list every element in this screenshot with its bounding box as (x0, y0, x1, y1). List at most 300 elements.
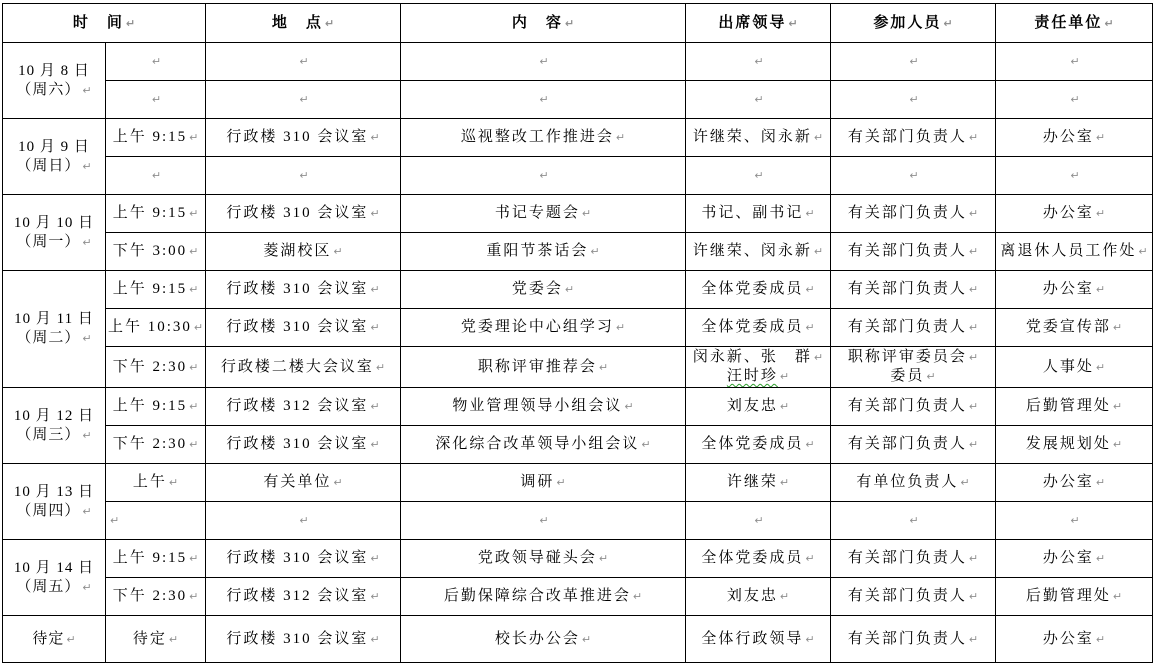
location-cell (206, 464, 401, 502)
paragraph-mark-icon: ↵ (788, 16, 798, 30)
location-cell (206, 43, 401, 81)
header-content (401, 4, 686, 43)
paragraph-mark-icon: ↵ (82, 504, 92, 518)
table-header (3, 4, 1153, 43)
paragraph-mark-icon: ↵ (779, 590, 790, 603)
leaders-cell (686, 347, 831, 388)
paragraph-mark-icon: ↵ (539, 55, 549, 68)
participants-cell (831, 502, 996, 540)
content-cell (401, 426, 686, 464)
paragraph-mark-icon: ↵ (813, 245, 824, 258)
unit-cell (996, 271, 1153, 309)
cell-text: 菱湖校区 (263, 243, 332, 259)
date-text: 待定 (32, 630, 65, 647)
paragraph-mark-icon: ↵ (370, 400, 380, 413)
paragraph-mark-icon: ↵ (968, 131, 979, 144)
cell-text: 职称评审委员会 (847, 349, 967, 365)
paragraph-mark-icon: ↵ (82, 332, 92, 345)
paragraph-mark-icon: ↵ (82, 235, 92, 249)
paragraph-mark-icon: ↵ (813, 131, 824, 144)
paragraph-mark-icon: ↵ (66, 632, 76, 646)
paragraph-mark-icon: ↵ (370, 590, 380, 603)
cell-text: 后勤管理处 (1025, 398, 1111, 414)
time-cell (106, 233, 206, 271)
paragraph-mark-icon: ↵ (615, 131, 626, 144)
location-cell (206, 347, 401, 388)
cell-text: 下午 2:30 (112, 588, 188, 604)
content-cell (401, 502, 686, 540)
cell-text: 许继荣 (726, 474, 778, 490)
table-row (3, 616, 1153, 663)
unit-cell (996, 616, 1153, 663)
time-cell (106, 157, 206, 195)
date-cell (3, 195, 106, 271)
date-text: （周三） (16, 426, 81, 443)
paragraph-mark-icon: ↵ (581, 632, 592, 646)
paragraph-mark-icon: ↵ (754, 55, 764, 68)
cell-text: 刘友忠 (726, 588, 778, 604)
cell-text: 委员 (890, 368, 925, 384)
date-text: 10 月 13 日 (13, 483, 95, 500)
cell-text: 离退休人员工作处 (1000, 243, 1137, 259)
header-content-label: 内 容 (511, 14, 563, 31)
date-cell (3, 616, 106, 663)
paragraph-mark-icon: ↵ (805, 438, 815, 451)
cell-text: 许继荣、闵永新 (692, 243, 812, 259)
paragraph-mark-icon: ↵ (82, 580, 92, 594)
paragraph-mark-icon: ↵ (299, 169, 309, 182)
cell-text: 党委宣传部 (1025, 319, 1111, 335)
paragraph-mark-icon: ↵ (960, 476, 970, 489)
participants-cell (831, 119, 996, 157)
paragraph-mark-icon: ↵ (1095, 552, 1106, 565)
paragraph-mark-icon: ↵ (1095, 632, 1106, 646)
cell-text: 全体党委成员 (701, 281, 804, 297)
leaders-cell (686, 578, 831, 616)
cell-text: 下午 3:00 (112, 243, 188, 259)
cell-text: 行政楼 310 会议室 (226, 129, 369, 145)
cell-text: 有关部门负责人 (847, 398, 967, 414)
table-row (3, 578, 1153, 616)
paragraph-mark-icon: ↵ (909, 514, 919, 527)
cell-text: 闵永新、张 群 (692, 349, 812, 365)
paragraph-mark-icon: ↵ (189, 552, 199, 565)
paragraph-mark-icon: ↵ (968, 632, 979, 646)
time-cell (106, 464, 206, 502)
date-text: 10 月 14 日 (13, 559, 95, 576)
date-text: （周六） (16, 81, 81, 98)
cell-text: 书记专题会 (494, 205, 580, 221)
cell-text: 有关部门负责人 (847, 588, 967, 604)
unit-cell (996, 464, 1153, 502)
cell-text: 党委会 (511, 281, 563, 297)
paragraph-mark-icon: ↵ (151, 93, 162, 106)
paragraph-mark-icon: ↵ (779, 476, 790, 489)
time-cell (106, 119, 206, 157)
paragraph-mark-icon: ↵ (968, 321, 979, 334)
cell-text: 办公室 (1042, 129, 1094, 145)
paragraph-mark-icon: ↵ (539, 514, 549, 527)
cell-text: 行政楼 310 会议室 (226, 630, 369, 647)
cell-text: 上午 9:15 (112, 550, 188, 566)
cell-text: 全体党委成员 (701, 436, 804, 452)
paragraph-mark-icon: ↵ (564, 16, 575, 30)
cell-text: 有关部门负责人 (847, 243, 967, 259)
paragraph-mark-icon: ↵ (82, 83, 92, 97)
location-cell (206, 157, 401, 195)
unit-cell (996, 233, 1153, 271)
leaders-cell (686, 271, 831, 309)
paragraph-mark-icon: ↵ (370, 131, 380, 144)
unit-cell (996, 578, 1153, 616)
cell-text: 后勤保障综合改革推进会 (443, 588, 631, 604)
paragraph-mark-icon: ↵ (1070, 93, 1080, 106)
paragraph-mark-icon: ↵ (779, 370, 790, 383)
header-time-label: 时 间 (72, 14, 124, 31)
paragraph-mark-icon: ↵ (968, 207, 979, 220)
paragraph-mark-icon: ↵ (556, 476, 566, 489)
paragraph-mark-icon: ↵ (1104, 16, 1114, 30)
paragraph-mark-icon: ↵ (189, 360, 199, 374)
cell-text: 后勤管理处 (1025, 588, 1111, 604)
paragraph-mark-icon: ↵ (1095, 131, 1106, 144)
paragraph-mark-icon: ↵ (299, 55, 309, 68)
cell-text: 有单位负责人 (856, 474, 959, 490)
paragraph-mark-icon: ↵ (299, 93, 309, 106)
location-cell (206, 195, 401, 233)
date-text: （周四） (16, 502, 81, 519)
time-cell (106, 43, 206, 81)
paragraph-mark-icon: ↵ (615, 321, 626, 334)
date-text: 10 月 9 日 (18, 138, 90, 155)
paragraph-mark-icon: ↵ (909, 55, 919, 68)
leaders-cell (686, 540, 831, 578)
header-leaders-label: 出席领导 (718, 14, 787, 31)
paragraph-mark-icon: ↵ (189, 131, 199, 144)
paragraph-mark-icon: ↵ (333, 245, 343, 258)
paragraph-mark-icon: ↵ (805, 283, 815, 296)
cell-text: 重阳节茶话会 (486, 243, 589, 259)
paragraph-mark-icon: ↵ (1070, 514, 1080, 527)
paragraph-mark-icon: ↵ (370, 438, 380, 451)
paragraph-mark-icon: ↵ (168, 476, 179, 489)
table-row (3, 271, 1153, 309)
participants-cell (831, 347, 996, 388)
cell-text: 上午 9:15 (112, 398, 188, 414)
leaders-cell (686, 309, 831, 347)
paragraph-mark-icon: ↵ (189, 207, 199, 220)
paragraph-mark-icon: ↵ (754, 169, 764, 182)
schedule-table (2, 3, 1153, 663)
unit-cell (996, 388, 1153, 426)
date-cell (3, 119, 106, 195)
header-participants (831, 4, 996, 43)
paragraph-mark-icon: ↵ (324, 16, 335, 30)
cell-text: 深化综合改革领导小组会议 (435, 436, 640, 452)
paragraph-mark-icon: ↵ (943, 16, 953, 30)
cell-text: 下午 2:30 (112, 436, 188, 452)
cell-text: 办公室 (1042, 474, 1094, 490)
cell-text: 有关部门负责人 (847, 550, 967, 566)
location-cell (206, 119, 401, 157)
time-cell (106, 271, 206, 309)
cell-text: 上午 9:15 (112, 281, 188, 297)
location-cell (206, 233, 401, 271)
paragraph-mark-icon: ↵ (370, 632, 380, 646)
unit-cell (996, 426, 1153, 464)
paragraph-mark-icon: ↵ (805, 632, 815, 646)
paragraph-mark-icon: ↵ (909, 93, 919, 106)
time-cell (106, 347, 206, 388)
paragraph-mark-icon: ↵ (370, 552, 380, 565)
time-cell (106, 426, 206, 464)
participants-cell (831, 43, 996, 81)
cell-text: 物业管理领导小组会议 (452, 398, 623, 414)
table-row (3, 233, 1153, 271)
content-cell (401, 616, 686, 663)
time-cell (106, 540, 206, 578)
unit-cell (996, 195, 1153, 233)
participants-cell (831, 464, 996, 502)
unit-cell (996, 119, 1153, 157)
paragraph-mark-icon: ↵ (968, 245, 979, 258)
cell-text: 校长办公会 (494, 630, 580, 647)
paragraph-mark-icon: ↵ (110, 514, 120, 527)
content-cell (401, 119, 686, 157)
content-cell (401, 540, 686, 578)
cell-text: 待定 (132, 630, 167, 647)
content-cell (401, 81, 686, 119)
cell-text: 有关部门负责人 (847, 281, 967, 297)
date-text: 10 月 12 日 (13, 407, 95, 424)
paragraph-mark-icon: ↵ (539, 169, 549, 182)
paragraph-mark-icon: ↵ (624, 400, 634, 413)
paragraph-mark-icon: ↵ (968, 351, 979, 364)
date-cell (3, 271, 106, 388)
paragraph-mark-icon: ↵ (370, 321, 380, 334)
table-row (3, 195, 1153, 233)
participants-cell (831, 233, 996, 271)
location-cell (206, 309, 401, 347)
header-time (3, 4, 206, 43)
cell-text: 有关单位 (263, 474, 332, 490)
cell-text: 办公室 (1042, 205, 1094, 221)
unit-cell (996, 347, 1153, 388)
location-cell (206, 578, 401, 616)
location-cell (206, 502, 401, 540)
cell-text: 行政楼 310 会议室 (226, 205, 369, 221)
cell-text: 党政领导碰头会 (477, 550, 597, 566)
location-cell (206, 81, 401, 119)
table-row (3, 81, 1153, 119)
cell-text: 巡视整改工作推进会 (460, 129, 614, 145)
header-row (3, 4, 1153, 43)
paragraph-mark-icon: ↵ (805, 207, 815, 220)
unit-cell (996, 81, 1153, 119)
unit-cell (996, 309, 1153, 347)
table-row (3, 347, 1153, 388)
paragraph-mark-icon: ↵ (1095, 476, 1106, 489)
content-cell (401, 157, 686, 195)
paragraph-mark-icon: ↵ (1112, 321, 1123, 334)
paragraph-mark-icon: ↵ (151, 55, 162, 68)
time-cell (106, 195, 206, 233)
header-unit (996, 4, 1153, 43)
paragraph-mark-icon: ↵ (968, 590, 979, 603)
cell-text: 办公室 (1042, 630, 1094, 647)
cell-text: 有关部门负责人 (847, 319, 967, 335)
participants-cell (831, 426, 996, 464)
participants-cell (831, 578, 996, 616)
participants-cell (831, 540, 996, 578)
paragraph-mark-icon: ↵ (926, 370, 936, 383)
date-text: （周日） (16, 157, 81, 174)
date-text: （周五） (16, 578, 81, 595)
paragraph-mark-icon: ↵ (189, 438, 199, 451)
cell-text: 刘友忠 (726, 398, 778, 414)
cell-text: 行政楼 310 会议室 (226, 319, 369, 335)
paragraph-mark-icon: ↵ (1095, 360, 1106, 374)
location-cell (206, 271, 401, 309)
header-location (206, 4, 401, 43)
participants-cell (831, 81, 996, 119)
header-leaders (686, 4, 831, 43)
paragraph-mark-icon: ↵ (189, 283, 199, 296)
date-cell (3, 464, 106, 540)
leaders-cell (686, 388, 831, 426)
table-row (3, 157, 1153, 195)
participants-cell (831, 157, 996, 195)
cell-text: 有关部门负责人 (847, 630, 967, 647)
paragraph-mark-icon: ↵ (1095, 207, 1106, 220)
content-cell (401, 233, 686, 271)
date-cell (3, 388, 106, 464)
paragraph-mark-icon: ↵ (82, 428, 92, 442)
cell-text: 行政楼 312 会议室 (226, 588, 369, 604)
cell-text: 全体党委成员 (701, 550, 804, 566)
unit-cell (996, 157, 1153, 195)
unit-cell (996, 43, 1153, 81)
table-row (3, 119, 1153, 157)
paragraph-mark-icon: ↵ (82, 159, 92, 173)
leaders-cell (686, 233, 831, 271)
leaders-cell (686, 502, 831, 540)
date-text: 10 月 10 日 (13, 214, 95, 231)
content-cell (401, 347, 686, 388)
unit-cell (996, 502, 1153, 540)
paragraph-mark-icon: ↵ (189, 400, 199, 413)
leaders-cell (686, 426, 831, 464)
table-row (3, 502, 1153, 540)
cell-text: 上午 10:30 (108, 319, 192, 335)
location-cell (206, 540, 401, 578)
cell-text: 行政楼 310 会议室 (226, 550, 369, 566)
cell-text: 办公室 (1042, 281, 1094, 297)
cell-text: 行政楼二楼大会议室 (220, 358, 374, 375)
cell-text-spellcheck: 汪时珍 (726, 368, 778, 384)
location-cell (206, 616, 401, 663)
participants-cell (831, 309, 996, 347)
time-cell (106, 578, 206, 616)
paragraph-mark-icon: ↵ (370, 207, 380, 220)
paragraph-mark-icon: ↵ (968, 438, 979, 451)
paragraph-mark-icon: ↵ (779, 400, 790, 413)
paragraph-mark-icon: ↵ (539, 93, 549, 106)
participants-cell (831, 616, 996, 663)
paragraph-mark-icon: ↵ (370, 283, 380, 296)
paragraph-mark-icon: ↵ (968, 283, 979, 296)
unit-cell (996, 540, 1153, 578)
date-cell (3, 540, 106, 616)
paragraph-mark-icon: ↵ (813, 351, 824, 364)
paragraph-mark-icon: ↵ (333, 476, 343, 489)
paragraph-mark-icon: ↵ (754, 514, 764, 527)
paragraph-mark-icon: ↵ (1095, 283, 1106, 296)
cell-text: 行政楼 310 会议室 (226, 436, 369, 452)
cell-text: 有关部门负责人 (847, 436, 967, 452)
paragraph-mark-icon: ↵ (299, 514, 309, 527)
content-cell (401, 195, 686, 233)
paragraph-mark-icon: ↵ (968, 400, 979, 413)
header-participants-label: 参加人员 (873, 14, 942, 31)
paragraph-mark-icon: ↵ (1112, 590, 1123, 603)
cell-text: 有关部门负责人 (847, 129, 967, 145)
cell-text: 人事处 (1042, 358, 1094, 375)
paragraph-mark-icon: ↵ (1112, 400, 1123, 413)
content-cell (401, 578, 686, 616)
cell-text: 全体党委成员 (701, 319, 804, 335)
leaders-cell (686, 43, 831, 81)
table-row (3, 309, 1153, 347)
paragraph-mark-icon: ↵ (598, 360, 609, 374)
leaders-cell (686, 616, 831, 663)
cell-text: 办公室 (1042, 550, 1094, 566)
time-cell (106, 616, 206, 663)
paragraph-mark-icon: ↵ (598, 552, 609, 565)
content-cell (401, 464, 686, 502)
cell-text: 上午 9:15 (112, 205, 188, 221)
participants-cell (831, 388, 996, 426)
paragraph-mark-icon: ↵ (125, 16, 136, 30)
cell-text: 许继荣、闵永新 (692, 129, 812, 145)
cell-text: 上午 9:15 (112, 129, 188, 145)
paragraph-mark-icon: ↵ (151, 169, 162, 182)
cell-text: 全体行政领导 (701, 630, 804, 647)
participants-cell (831, 195, 996, 233)
date-text: 10 月 8 日 (18, 62, 90, 79)
paragraph-mark-icon: ↵ (641, 438, 651, 451)
date-text: （周一） (16, 233, 81, 250)
content-cell (401, 309, 686, 347)
paragraph-mark-icon: ↵ (805, 321, 815, 334)
content-cell (401, 43, 686, 81)
paragraph-mark-icon: ↵ (1070, 55, 1080, 68)
paragraph-mark-icon: ↵ (375, 360, 386, 374)
time-cell (106, 309, 206, 347)
paragraph-mark-icon: ↵ (968, 552, 979, 565)
content-cell (401, 388, 686, 426)
header-unit-label: 责任单位 (1034, 14, 1103, 31)
date-cell (3, 43, 106, 119)
header-location-label: 地 点 (271, 14, 323, 31)
content-cell (401, 271, 686, 309)
location-cell (206, 426, 401, 464)
cell-text: 上午 (132, 474, 167, 490)
date-text: （周二） (16, 330, 81, 346)
cell-text: 下午 2:30 (112, 358, 188, 375)
table-row (3, 540, 1153, 578)
table-row (3, 43, 1153, 81)
